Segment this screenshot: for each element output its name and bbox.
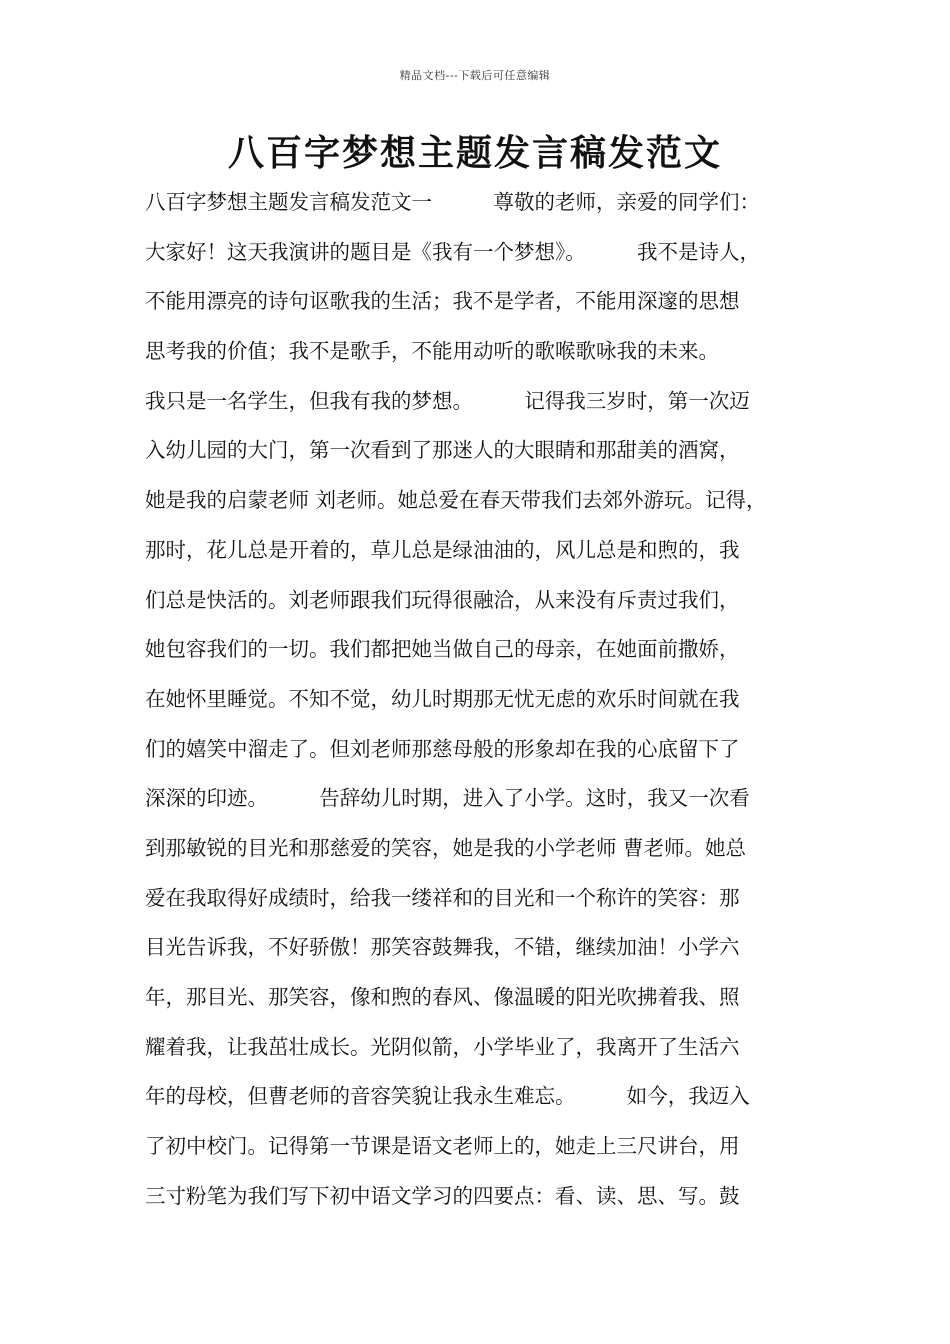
- body-line: 们的嬉笑中溜走了。但刘老师那慈母般的形象却在我的心底留下了: [145, 736, 740, 761]
- body-line: 年的母校，但曹老师的音容笑貌让我永生难忘。 如今，我迈入: [145, 1084, 750, 1109]
- document-title: 八百字梦想主题发言稿发范文: [227, 132, 722, 174]
- header-note: 精品文档---下载后可任意编辑: [399, 69, 551, 82]
- body-line: 深深的印迹。 告辞幼儿时期，进入了小学。这时，我又一次看: [145, 786, 750, 811]
- body-line: 她是我的启蒙老师 刘老师。她总爱在春天带我们去郊外游玩。记得，: [145, 488, 767, 513]
- body-line: 年，那目光、那笑容，像和煦的春风、像温暖的阳光吹拂着我、照: [145, 985, 740, 1009]
- body-line: 在她怀里睡觉。不知不觉，幼儿时期那无忧无虑的欢乐时间就在我: [145, 686, 740, 711]
- body-line: 她包容我们的一切。我们都把她当做自己的母亲，在她面前撒娇，: [145, 637, 740, 662]
- body-line: 大家好！这天我演讲的题目是《我有一个梦想》。 我不是诗人，: [145, 239, 760, 264]
- body-line: 了初中校门。记得第一节课是语文老师上的，她走上三尺讲台，用: [145, 1134, 740, 1159]
- body-line: 不能用漂亮的诗句讴歌我的生活；我不是学者，不能用深邃的思想: [145, 289, 740, 314]
- body-line: 思考我的价值；我不是歌手，不能用动听的歌喉歌咏我的未来。: [145, 339, 719, 364]
- body-line: 入幼儿园的大门，第一次看到了那迷人的大眼睛和那甜美的酒窝，: [145, 438, 740, 463]
- body-line: 到那敏锐的目光和那慈爱的笑容，她是我的小学老师 曹老师。她总: [145, 835, 747, 860]
- body-line: 们总是快活的。刘老师跟我们玩得很融洽，从来没有斥责过我们，: [145, 587, 740, 612]
- body-line: 我只是一名学生，但我有我的梦想。 记得我三岁时，第一次迈: [145, 388, 750, 413]
- body-line: 耀着我，让我茁壮成长。光阴似箭，小学毕业了，我离开了生活六: [145, 1034, 740, 1059]
- body-line: 三寸粉笔为我们写下初中语文学习的四要点：看、读、思、写。鼓: [145, 1183, 740, 1208]
- body-line: 目光告诉我，不好骄傲！那笑容鼓舞我，不错，继续加油！小学六: [145, 935, 740, 960]
- body-line: 八百字梦想主题发言稿发范文一 尊敬的老师，亲爱的同学们：: [145, 190, 760, 214]
- body-line: 爱在我取得好成绩时，给我一缕祥和的目光和一个称许的笑容：那: [145, 885, 740, 910]
- body-line: 那时，花儿总是开着的，草儿总是绿油油的，风儿总是和煦的，我: [145, 537, 740, 562]
- document-body: [145, 178, 825, 1221]
